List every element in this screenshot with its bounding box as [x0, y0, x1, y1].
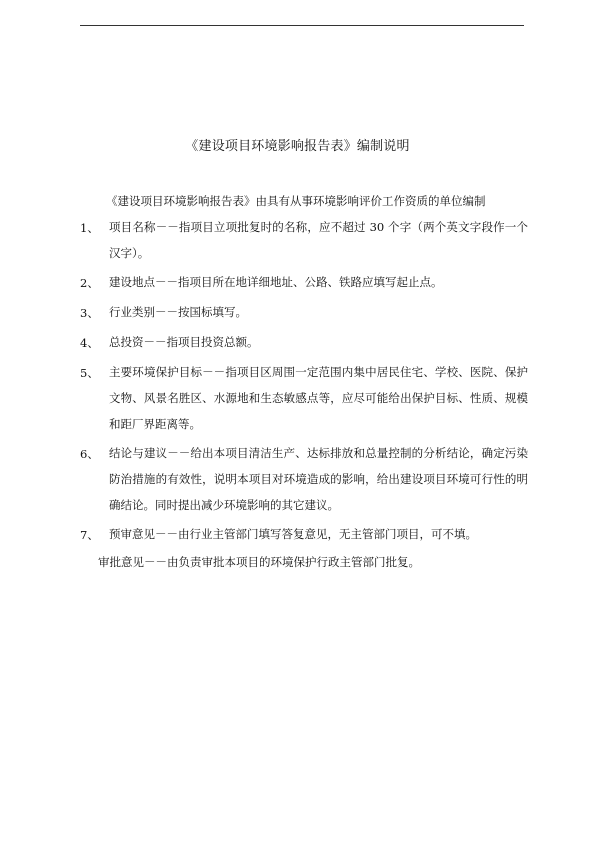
item-text: 项目名称－－指项目立项批复时的名称，应不超过 30 个字（两个英文字段作一个汉字）。 [109, 220, 528, 260]
list-item [80, 305, 528, 322]
item-number: 2、 [80, 276, 99, 290]
item-number: 5、 [80, 366, 99, 380]
item-number: 4、 [80, 336, 99, 350]
intro-text: 《建设项目环境影响报告表》由具有从事环境影响评价工作资质的单位编制 [106, 194, 486, 208]
item-text: 建设地点－－指项目所在地详细地址、公路、铁路应填写起止点。 [109, 275, 443, 289]
item-number: 1、 [80, 221, 99, 235]
page-title: 《建设项目环境影响报告表》编制说明 [185, 139, 410, 154]
item-number: 3、 [80, 306, 99, 320]
list-item [80, 527, 528, 544]
item-text: 总投资－－指项目投资总额。 [109, 335, 259, 349]
item-text: 预审意见－－由行业主管部门填写答复意见，无主管部门项目，可不填。 [109, 527, 477, 541]
list-item [80, 220, 528, 266]
list-item [80, 446, 528, 518]
instruction-list [80, 220, 528, 555]
list-item [80, 365, 528, 437]
list-item [80, 335, 528, 352]
item-number: 7、 [80, 528, 99, 542]
item-text: 行业类别－－按国标填写。 [109, 305, 247, 319]
item-number: 6、 [80, 447, 99, 461]
item-text: 主要环境保护目标－－指项目区周围一定范围内集中居民住宅、学校、医院、保护文物、风景名胜区、水源地和生态敏感点等，应尽可能给出保护目标、性质、规模和距厂界距离等。 [109, 365, 528, 431]
list-item [80, 275, 528, 292]
item-text: 结论与建议－－给出本项目清洁生产、达标排放和总量控制的分析结论，确定污染防治措施的有效性，说明本项目对环境造成的影响，给出建设项目环境可行性的明确结论。同时提出减少环境影响的其它建议。 [109, 446, 528, 512]
approval-note: 审批意见－－由负责审批本项目的环境保护行政主管部门批复。 [98, 555, 420, 569]
header-rule [80, 25, 524, 26]
